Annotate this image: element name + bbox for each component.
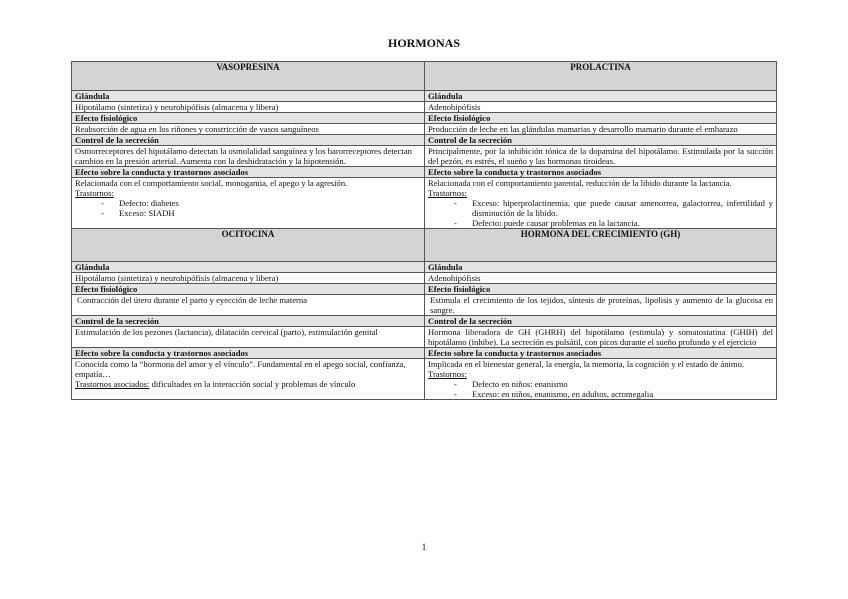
prolactina-disorders-list bbox=[428, 198, 773, 228]
list-item: - Defecto: diabetes bbox=[101, 198, 421, 208]
gland-label: Glándula bbox=[72, 262, 425, 273]
physio-label: Efecto fisiológico bbox=[425, 113, 777, 124]
header-row bbox=[72, 62, 777, 91]
gh-control: Hormona liberadora de GH (GHRH) del hipotálamo (estimula) y somatostatina (GHIH) del hipotálamo (inhibe). La secreción es pulsátil, con picos durante el sueño profundo y el ejercicio bbox=[425, 327, 777, 348]
gland-label: Glándula bbox=[425, 262, 777, 273]
gh-header: HORMONA DEL CRECIMIENTO (GH) bbox=[425, 229, 777, 262]
vasopresina-gland: Hipotálamo (sintetiza) y neurohipófisis (almacena y libera) bbox=[72, 102, 425, 113]
header-row bbox=[72, 229, 777, 262]
page-number: 1 bbox=[421, 542, 427, 552]
behavior-label: Efecto sobre la conducta y trastornos asociados bbox=[72, 348, 425, 359]
document-title: HORMONAS bbox=[388, 36, 460, 50]
vasopresina-disorders-list bbox=[75, 198, 421, 218]
gland-label: Glándula bbox=[425, 91, 777, 102]
behavior-label: Efecto sobre la conducta y trastornos asociados bbox=[72, 167, 425, 178]
oxitocina-behavior: Conocida como la “hormona del amor y el vínculo”. Fundamental en el apego social, confianza, empatía… bbox=[75, 359, 406, 379]
gh-behavior-cell bbox=[425, 359, 777, 400]
vasopresina-behavior: Relacionada con el comportamiento social, monogamia, el apego y la agresión. bbox=[75, 178, 348, 188]
list-item: - Exceso: SIADH bbox=[101, 208, 421, 218]
list-item: - Defecto en niños: enanismo bbox=[454, 379, 773, 389]
physio-label: Efecto fisiológico bbox=[425, 284, 777, 295]
control-label: Control de la secreción bbox=[72, 135, 425, 146]
control-label: Control de la secreción bbox=[425, 316, 777, 327]
prolactina-physio: Producción de leche en las glándulas mamarias y desarrollo mamario durante el embarazo bbox=[425, 124, 777, 135]
vasopresina-header: VASOPRESINA bbox=[72, 62, 425, 91]
oxitocina-gland: Hipotálamo (sintetiza) y neurohipófisis (almacena y libera) bbox=[72, 273, 425, 284]
gh-disorders-list bbox=[428, 379, 773, 399]
physio-label: Efecto fisiológico bbox=[72, 284, 425, 295]
disorders-label: Trastornos: bbox=[428, 188, 467, 198]
disorders-label: Trastornos: bbox=[75, 188, 114, 198]
oxitocina-control: Estimulación de los pezones (lactancia), dilatación cervical (parto), estimulación genital bbox=[72, 327, 425, 348]
gh-behavior: Implicada en el bienestar general, la energía, la memoria, la cognición y el estado de ánimo. bbox=[428, 359, 745, 369]
list-item: - Exceso: hiperprolactinemia, que puede causar amenorrea, galactorrea, infertilidad y disminución de la libido. bbox=[454, 198, 773, 218]
vasopresina-control: Osmorreceptores del hipotálamo detectan la osmolalidad sanguínea y los barorreceptores detectan cambios en la presión arterial. Aumenta con la deshidratación y la hipotensión. bbox=[72, 146, 425, 167]
oxitocina-disorders-text: dificultades en la interacción social y problemas de vínculo bbox=[151, 379, 356, 389]
vasopresina-behavior-cell bbox=[72, 178, 425, 229]
control-label: Control de la secreción bbox=[425, 135, 777, 146]
oxitocina-header: OCITOCINA bbox=[72, 229, 425, 262]
list-item: - Exceso: en niños, enanismo, en adultos, acromegalia bbox=[454, 389, 773, 399]
prolactina-gland: Adenohipófisis bbox=[425, 102, 777, 113]
list-item: - Defecto: puede causar problemas en la lactancia. bbox=[454, 218, 773, 228]
physio-label: Efecto fisiológico bbox=[72, 113, 425, 124]
gh-gland: Adenohipófisis bbox=[425, 273, 777, 284]
control-label: Control de la secreción bbox=[72, 316, 425, 327]
prolactina-header: PROLACTINA bbox=[425, 62, 777, 91]
oxitocina-physio: Contracción del útero durante el parto y eyección de leche materna bbox=[72, 295, 425, 316]
oxitocina-disorders bbox=[75, 379, 421, 389]
disorders-label: Trastornos: bbox=[428, 369, 467, 379]
gh-physio: Estimula el crecimiento de los tejidos, síntesis de proteínas, lipolisis y aumento de la glucosa en sangre. bbox=[425, 295, 777, 316]
disorders-label: Trastornos asociados: bbox=[75, 379, 150, 389]
prolactina-control: Principalmente, por la inhibición tónica de la dopamina del hipotálamo. Estimulada por la succión del pezón, es estrés, el sueño y las hormonas tiroideas. bbox=[425, 146, 777, 167]
oxitocina-behavior-cell bbox=[72, 359, 425, 400]
prolactina-behavior-cell bbox=[425, 178, 777, 229]
behavior-label: Efecto sobre la conducta y trastornos asociados bbox=[425, 348, 777, 359]
prolactina-behavior: Relacionada con el comportamiento parental, reducción de la libido durante la lactancia. bbox=[428, 178, 732, 188]
behavior-label: Efecto sobre la conducta y trastornos asociados bbox=[425, 167, 777, 178]
gland-label: Glándula bbox=[72, 91, 425, 102]
hormones-table bbox=[71, 61, 777, 400]
vasopresina-physio: Reabsorción de agua en los riñones y constricción de vasos sanguíneos bbox=[72, 124, 425, 135]
